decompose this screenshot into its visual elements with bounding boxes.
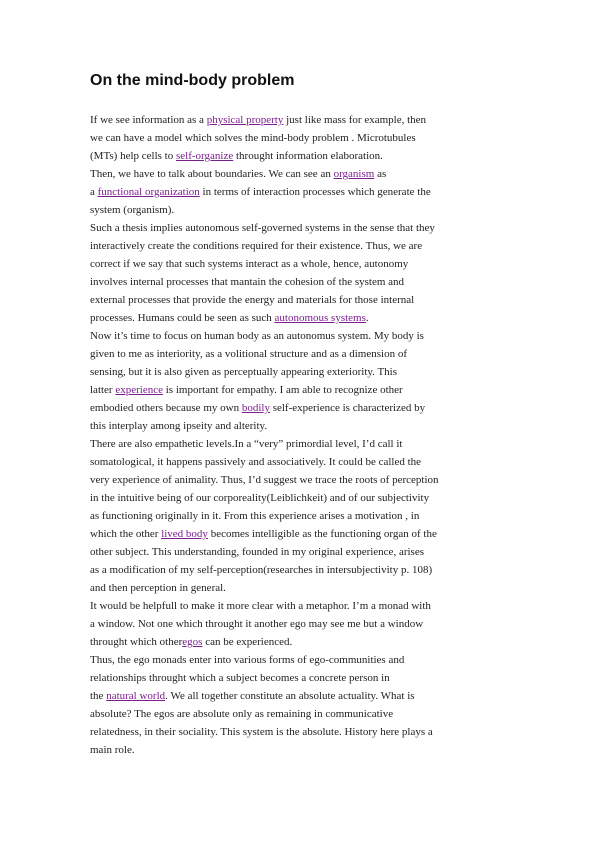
text-segment: just like mass for example, then [283, 114, 427, 126]
text-line [90, 705, 510, 723]
text-segment: involves internal processes that mantain the cohesion of the system and [90, 276, 405, 288]
text-segment: as a modification of my self-perception(researches in intersubjectivity p. 108) [90, 564, 433, 576]
text-line [90, 507, 510, 525]
text-segment: There are also empathetic levels.In a “very” primordial level, I’d call it [90, 438, 403, 450]
text-segment: embodied others because my own [90, 402, 242, 414]
text-segment: latter [90, 384, 116, 396]
text-line [90, 345, 510, 363]
text-segment: Thus, the ego monads enter into various forms of ego-communities and [90, 654, 405, 666]
hyperlink[interactable]: experience [115, 384, 163, 396]
text-segment: If we see information as a [90, 114, 207, 126]
text-segment: Now it’s time to focus on human body as an autonomus system. My body is [90, 330, 424, 342]
text-segment: a [90, 186, 98, 198]
text-line [90, 489, 510, 507]
text-line [90, 273, 510, 291]
text-segment: self-experience is characterized by [269, 402, 426, 414]
body-text [90, 111, 510, 759]
text-segment: main role. [90, 744, 135, 756]
text-line [90, 381, 510, 399]
text-line [90, 417, 510, 435]
text-segment: in terms of interaction processes which generate the [199, 186, 431, 198]
text-segment: sensing, but it is also given as perceptually appearing exteriority. This [90, 366, 398, 378]
text-line [90, 651, 510, 669]
text-segment: Then, we have to talk about boundaries. We can see an [90, 168, 334, 180]
text-line [90, 579, 510, 597]
text-segment: system (organism). [90, 204, 175, 216]
text-line [90, 165, 510, 183]
text-line [90, 615, 510, 633]
text-segment: which the other [90, 528, 162, 540]
hyperlink[interactable]: organism [333, 168, 375, 180]
text-line [90, 219, 510, 237]
text-line [90, 543, 510, 561]
text-line [90, 399, 510, 417]
text-segment: interactively create the conditions required for their existence. Thus, we are [90, 240, 423, 252]
text-segment: . We all together constitute an absolute actuality. What is [165, 690, 415, 702]
text-line [90, 183, 510, 201]
text-segment: (MTs) help cells to [90, 150, 176, 162]
hyperlink[interactable]: natural world [106, 690, 166, 702]
hyperlink[interactable]: physical property [206, 114, 284, 126]
text-segment: a window. Not one which throught it another ego may see me but a window [90, 618, 424, 630]
text-line [90, 633, 510, 651]
text-line [90, 129, 510, 147]
text-line [90, 525, 510, 543]
page-title: On the mind-body problem [90, 72, 295, 89]
text-segment: the [90, 690, 107, 702]
text-line [90, 291, 510, 309]
text-segment: becomes intelligible as the functioning organ of the [207, 528, 437, 540]
text-segment: in the intuitive being of our corporeality(Leiblichkeit) and of our subjectivity [90, 492, 430, 504]
text-line [90, 255, 510, 273]
text-line [90, 687, 510, 705]
text-line [90, 597, 510, 615]
text-line [90, 237, 510, 255]
text-segment: correct if we say that such systems interact as a whole, hence, autonomy [90, 258, 409, 270]
text-line [90, 309, 510, 327]
text-segment: Such a thesis implies autonomous self-governed systems in the sense that they [90, 222, 435, 234]
text-segment: processes. Humans could be seen as such [90, 312, 275, 324]
hyperlink[interactable]: egos [182, 636, 203, 648]
text-line [90, 147, 510, 165]
text-line [90, 435, 510, 453]
text-line [90, 669, 510, 687]
text-segment: relationships throught which a subject becomes a concrete person in [90, 672, 390, 684]
text-segment: as functioning originally in it. From this experience arises a motivation , in [90, 510, 420, 522]
text-segment: given to me as interiority, as a volitional structure and as a dimension of [90, 348, 407, 360]
text-segment: throught information elaboration. [233, 150, 383, 162]
text-segment: as [374, 168, 387, 180]
text-line [90, 561, 510, 579]
text-line [90, 327, 510, 345]
text-segment: somatological, it happens passively and associatively. It could be called the [90, 456, 422, 468]
text-segment: is important for empathy. I am able to recognize other [163, 384, 403, 396]
text-line [90, 201, 510, 219]
hyperlink[interactable]: bodily [241, 402, 270, 414]
hyperlink[interactable]: autonomous systems [274, 312, 366, 324]
text-segment: throught which other [90, 636, 183, 648]
text-segment: It would be helpfull to make it more clear with a metaphor. I’m a monad with [90, 600, 431, 612]
text-segment: we can have a model which solves the mind-body problem . Microtubules [90, 132, 416, 144]
hyperlink[interactable]: lived body [161, 528, 208, 540]
text-segment: very experience of animality. Thus, I’d suggest we trace the roots of perception [90, 474, 439, 486]
text-line [90, 741, 510, 759]
text-segment: and then perception in general. [90, 582, 226, 594]
text-line [90, 111, 510, 129]
text-line [90, 363, 510, 381]
text-segment: absolute? The egos are absolute only as remaining in communicative [90, 708, 394, 720]
text-segment: other subject. This understanding, founded in my original experience, arises [90, 546, 424, 558]
hyperlink[interactable]: functional organization [97, 186, 200, 198]
text-line [90, 453, 510, 471]
hyperlink[interactable]: self-organize [176, 150, 234, 162]
text-segment: external processes that provide the energy and materials for those internal [90, 294, 415, 306]
text-segment: . [365, 312, 369, 324]
text-line [90, 723, 510, 741]
text-segment: can be experienced. [202, 636, 293, 648]
text-segment: this interplay among ipseity and alterity. [90, 420, 268, 432]
text-line [90, 471, 510, 489]
text-segment: relatedness, in their sociality. This system is the absolute. History here plays a [90, 726, 433, 738]
